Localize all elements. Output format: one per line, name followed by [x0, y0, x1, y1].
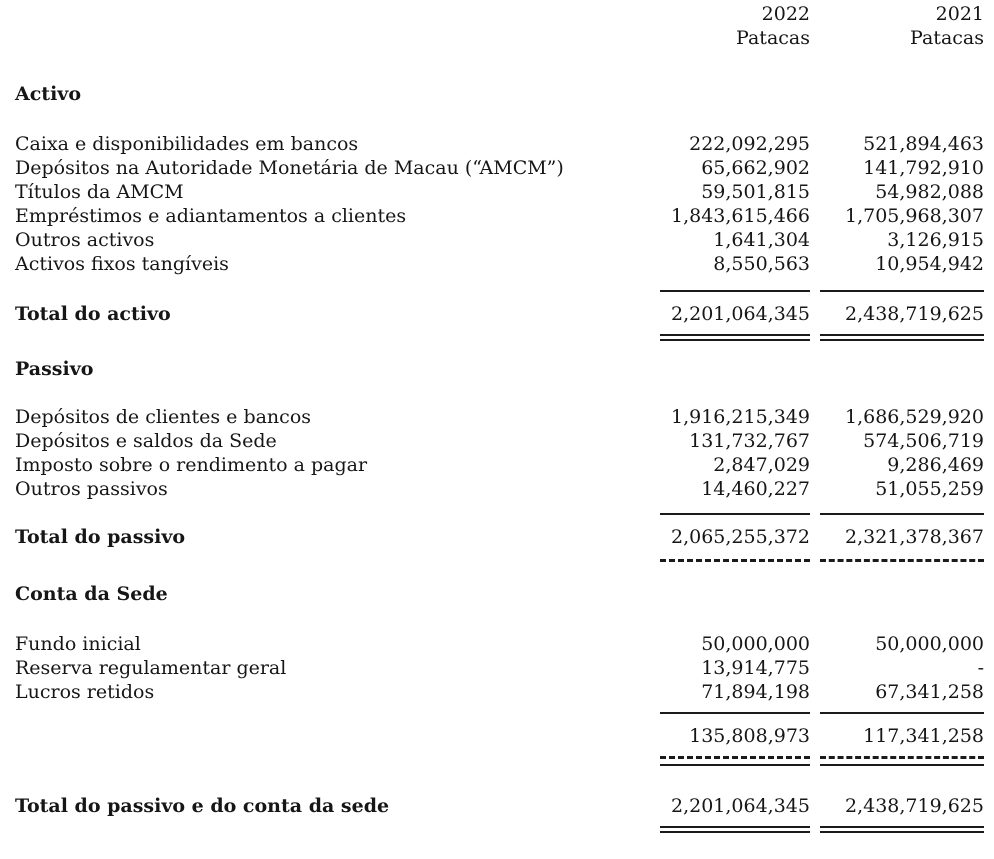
double-rule	[660, 334, 810, 341]
section-heading-activo: Activo	[15, 83, 82, 105]
spacer	[15, 712, 652, 714]
single-rule	[820, 764, 984, 766]
table-row	[15, 252, 984, 276]
table-row	[15, 156, 984, 180]
table-row	[15, 228, 984, 252]
value-2021: 10,954,942	[875, 253, 984, 275]
value-2021: 1,686,529,920	[844, 406, 984, 428]
row-label: Depósitos de clientes e bancos	[15, 406, 312, 428]
value-2022: 2,065,255,372	[670, 526, 810, 548]
value-2021: 1,705,968,307	[844, 205, 984, 227]
value-2021: 2,438,719,625	[844, 303, 984, 325]
value-2022: 8,550,563	[713, 253, 810, 275]
spacer	[15, 764, 652, 766]
value-2022: 14,460,227	[701, 478, 810, 500]
double-rule	[660, 826, 810, 833]
row-label: Outros passivos	[15, 478, 168, 500]
value-2021: 54,982,088	[875, 181, 984, 203]
table-row	[15, 656, 984, 680]
rule-row	[15, 764, 984, 766]
value-2022: 13,914,775	[701, 657, 810, 679]
value-2021: 51,055,259	[875, 478, 984, 500]
total-passivo-row	[15, 525, 984, 549]
section-heading-passivo: Passivo	[15, 358, 94, 380]
value-2021: 141,792,910	[863, 157, 984, 179]
activo-rows	[15, 132, 984, 276]
value-2021: 574,506,719	[863, 430, 984, 452]
section-heading-conta-da-sede: Conta da Sede	[15, 583, 168, 605]
total-label: Total do activo	[15, 303, 171, 325]
value-2022: 2,201,064,345	[670, 795, 810, 817]
row-label: Depósitos e saldos da Sede	[15, 430, 277, 452]
row-label: Outros activos	[15, 229, 155, 251]
table-row	[15, 132, 984, 156]
table-row	[15, 632, 984, 656]
currency-label-2022: Patacas	[736, 27, 810, 49]
year-header-row	[15, 2, 984, 26]
value-2022: 65,662,902	[701, 157, 810, 179]
single-rule	[660, 764, 810, 766]
single-rule	[660, 290, 810, 292]
rule-row	[15, 712, 984, 714]
year-2021-header: 2021	[935, 3, 984, 25]
total-label: Total do passivo e do conta da sede	[15, 795, 390, 817]
grand-total-row	[15, 794, 984, 818]
spacer	[15, 334, 652, 341]
value-2021: 9,286,469	[887, 454, 984, 476]
total-label: Total do passivo	[15, 526, 186, 548]
value-2022: 71,894,198	[701, 681, 810, 703]
value-2021: 2,321,378,367	[844, 526, 984, 548]
table-row	[15, 180, 984, 204]
spacer	[15, 826, 652, 833]
table-row	[15, 429, 984, 453]
currency-header-row	[15, 26, 984, 50]
row-label: Imposto sobre o rendimento a pagar	[15, 454, 368, 476]
value-2022: 59,501,815	[701, 181, 810, 203]
passivo-rows	[15, 405, 984, 501]
rule-row	[15, 290, 984, 292]
value-2021: 117,341,258	[863, 725, 984, 747]
dashed-rule	[820, 559, 984, 562]
dashed-rule	[820, 756, 984, 759]
value-2022: 131,732,767	[689, 430, 810, 452]
rule-row	[15, 826, 984, 833]
rule-row	[15, 756, 984, 759]
total-activo-row	[15, 302, 984, 326]
value-2021: 2,438,719,625	[844, 795, 984, 817]
row-label: Empréstimos e adiantamentos a clientes	[15, 205, 407, 227]
rule-row	[15, 559, 984, 562]
value-2022: 1,641,304	[713, 229, 810, 251]
dashed-rule	[660, 756, 810, 759]
value-2022: 2,201,064,345	[670, 303, 810, 325]
row-label: Lucros retidos	[15, 681, 155, 703]
sede-rows	[15, 632, 984, 704]
single-rule	[660, 513, 810, 515]
double-rule	[820, 826, 984, 833]
spacer	[15, 756, 652, 759]
table-row	[15, 477, 984, 501]
table-row	[15, 453, 984, 477]
rule-row	[15, 513, 984, 515]
single-rule	[660, 712, 810, 714]
row-label: Fundo inicial	[15, 633, 141, 655]
row-label: Depósitos na Autoridade Monetária de Macau (“AMCM”)	[15, 157, 564, 179]
value-2021: 521,894,463	[863, 133, 984, 155]
row-label: Caixa e disponibilidades em bancos	[15, 133, 359, 155]
value-2021: -	[977, 657, 984, 679]
spacer	[15, 559, 652, 562]
row-label: Títulos da AMCM	[15, 181, 184, 203]
sede-subtotal-row	[15, 724, 984, 748]
currency-label-2021: Patacas	[910, 27, 984, 49]
value-2021: 67,341,258	[875, 681, 984, 703]
table-row	[15, 204, 984, 228]
table-row	[15, 680, 984, 704]
value-2022: 135,808,973	[689, 725, 810, 747]
single-rule	[820, 513, 984, 515]
row-label: Activos fixos tangíveis	[15, 253, 229, 275]
single-rule	[820, 290, 984, 292]
value-2022: 1,843,615,466	[670, 205, 810, 227]
spacer	[15, 290, 652, 292]
spacer	[15, 513, 652, 515]
dashed-rule	[660, 559, 810, 562]
value-2021: 3,126,915	[887, 229, 984, 251]
single-rule	[820, 712, 984, 714]
value-2022: 50,000,000	[701, 633, 810, 655]
value-2021: 50,000,000	[875, 633, 984, 655]
value-2022: 222,092,295	[689, 133, 810, 155]
value-2022: 2,847,029	[713, 454, 810, 476]
value-2022: 1,916,215,349	[670, 406, 810, 428]
year-2022-header: 2022	[761, 3, 810, 25]
row-label: Reserva regulamentar geral	[15, 657, 287, 679]
double-rule	[820, 334, 984, 341]
rule-row	[15, 334, 984, 341]
table-row	[15, 405, 984, 429]
